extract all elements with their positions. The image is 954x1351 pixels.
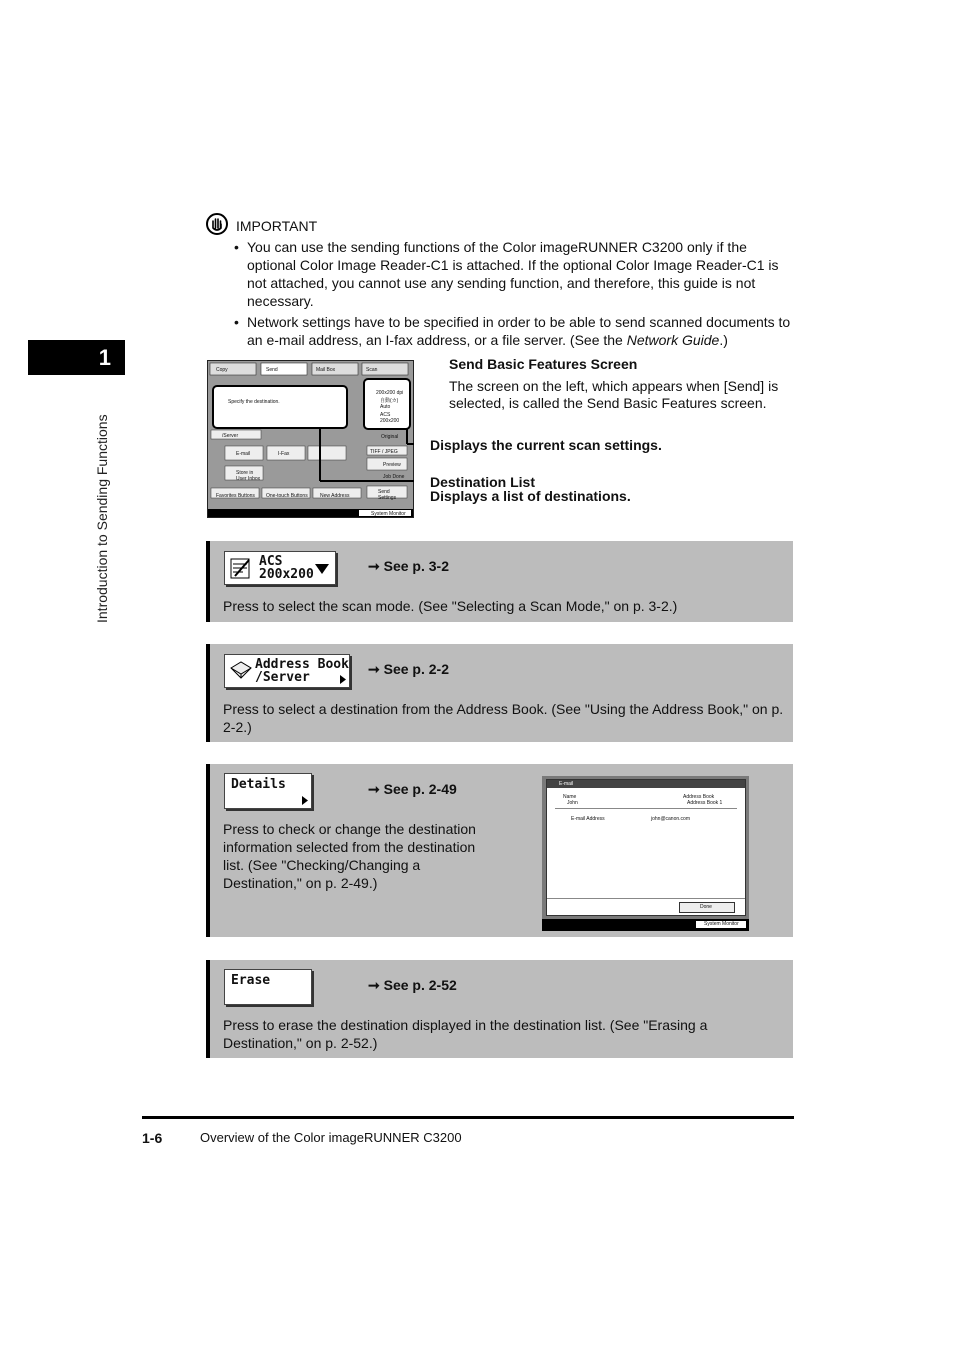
done-label: Done <box>700 904 712 910</box>
scan-mode-line2: 200x200 <box>259 567 314 582</box>
divider <box>555 808 737 809</box>
divider <box>547 898 745 899</box>
details-panel <box>206 764 793 937</box>
name-label: Name <box>563 794 577 800</box>
important-label: IMPORTANT <box>236 218 318 234</box>
system-monitor-label: System Monitor <box>704 921 739 927</box>
erase-button[interactable] <box>224 969 312 1005</box>
chapter-number: 1 <box>28 340 125 375</box>
color-setting: 自動(カ) <box>380 398 399 404</box>
preview-button[interactable]: Preview <box>383 462 401 468</box>
file-format-button[interactable]: TIFF / JPEG <box>370 449 398 455</box>
email-button[interactable]: E-mail <box>236 451 251 457</box>
favorites-buttons[interactable]: Favorites Buttons <box>216 493 255 499</box>
chevron-right-icon <box>302 796 308 805</box>
important-bullets <box>233 238 798 352</box>
tab-copy[interactable]: Copy <box>216 367 228 373</box>
scan-mode-reference[interactable]: ➞ See p. 3-2 <box>368 558 449 574</box>
tab-mail-box[interactable]: Mail Box <box>316 367 336 373</box>
page-number: 1-6 <box>142 1130 163 1146</box>
address-book-reference[interactable]: ➞ See p. 2-2 <box>368 661 449 677</box>
screen-title: Send Basic Features Screen <box>449 356 638 372</box>
network-guide-title: Network Guide <box>626 332 720 348</box>
side-chapter-title-text: Introduction to Sending Functions <box>94 414 110 623</box>
system-monitor-button[interactable] <box>696 921 746 928</box>
details-button[interactable] <box>224 773 312 809</box>
address-book-description: Press to select a destination from the Address Book. (See "Using the Address Book," on p. 2-2.) <box>223 701 784 735</box>
address-book-label: Address Book <box>683 794 715 800</box>
address-book-panel <box>206 644 793 742</box>
email-detail-window <box>546 779 746 916</box>
tab-scan[interactable]: Scan <box>366 367 378 373</box>
important-bullet-2 <box>233 313 798 349</box>
scan-mode-panel <box>206 541 793 622</box>
details-reference[interactable]: ➞ See p. 2-49 <box>368 781 457 797</box>
send-basic-features-screen <box>207 360 414 518</box>
details-button-label: Details <box>231 777 286 792</box>
details-description: Press to check or change the destination information selected from the destination list. (See "Checking/Changing a Destination," on p. 2-49.) <box>223 821 476 891</box>
email-title: E-mail <box>559 781 574 787</box>
side-chapter-title <box>94 383 114 623</box>
erase-description: Press to erase the destination displayed in the destination list. (See "Erasing a Destination," on p. 2-52.) <box>223 1017 708 1051</box>
acs-setting[interactable]: ACS <box>380 412 391 418</box>
address-book-line1: Address Book <box>255 657 349 672</box>
one-touch-buttons[interactable]: One-touch Buttons <box>266 493 308 499</box>
important-hand-icon <box>206 213 228 235</box>
done-button[interactable] <box>679 902 735 913</box>
tab-send[interactable]: Send <box>266 367 278 373</box>
document-scan-icon <box>229 556 255 580</box>
auto-setting: Auto <box>380 404 391 410</box>
email-detail-screen <box>542 776 749 931</box>
send-settings-button[interactable]: Send Settings <box>378 489 397 501</box>
address-book-button[interactable]: /Server <box>222 433 239 439</box>
email-address-label: E-mail Address <box>571 816 605 822</box>
chevron-right-icon <box>340 675 346 684</box>
original-button[interactable]: Original <box>381 434 399 440</box>
footer-title: Overview of the Color imageRUNNER C3200 <box>200 1130 462 1145</box>
address-book-line2: /Server <box>255 670 310 685</box>
email-title-bar <box>547 780 745 788</box>
ifax-button[interactable]: I-Fax <box>278 451 290 457</box>
store-inbox-button[interactable]: Store in User Inbox <box>236 470 261 482</box>
important-bullet-2-end: .) <box>719 332 728 348</box>
callout-scan-settings: Displays the current scan settings. <box>430 437 662 453</box>
destination-message: Specify the destination. <box>228 399 280 405</box>
scan-mode-description: Press to select the scan mode. (See "Selecting a Scan Mode," on p. 3-2.) <box>223 598 678 614</box>
footer-rule <box>142 1116 794 1119</box>
system-monitor-button[interactable]: System Monitor <box>371 511 406 517</box>
callout-destination-list: Destination List <box>430 474 536 490</box>
screen-description: The screen on the left, which appears when [Send] is selected, is called the Send Basic Features screen. <box>449 378 779 411</box>
erase-panel <box>206 960 793 1058</box>
address-book-server-button[interactable] <box>224 654 350 688</box>
erase-reference[interactable]: ➞ See p. 2-52 <box>368 977 457 993</box>
email-address-value[interactable]: john@canon.com <box>651 816 690 822</box>
acs-scan-mode-button[interactable] <box>224 551 336 585</box>
erase-button-label: Erase <box>231 973 271 988</box>
scan-mode-line1: ACS <box>259 554 283 569</box>
new-address-button[interactable]: New Address <box>320 493 350 499</box>
callout-destination-text: Displays a list of destinations. <box>430 488 631 504</box>
name-value: John <box>567 800 578 806</box>
important-bullet-2-text: Network settings have to be specified in order to be able to send scanned documents to an e-mail address, an I-fax address, or a file server. (See the <box>247 314 791 348</box>
address-book-icon <box>229 660 253 682</box>
resolution-setting: 200x200 dpi <box>376 390 404 396</box>
important-bullet-1: • You can use the sending functions of the Color imageRUNNER C3200 only if the optional Color Image Reader-C1 is attached. If the optional Color Image Reader-C1 is not attached, you cannot use any sending function, and therefore, this guide is not necessary. <box>233 238 798 310</box>
address-book-value: Address Book 1 <box>687 800 723 806</box>
dropdown-triangle-icon <box>315 564 329 574</box>
scan-res-setting[interactable]: 200x200 <box>380 418 400 424</box>
job-done-button[interactable]: Job Done <box>383 474 405 480</box>
